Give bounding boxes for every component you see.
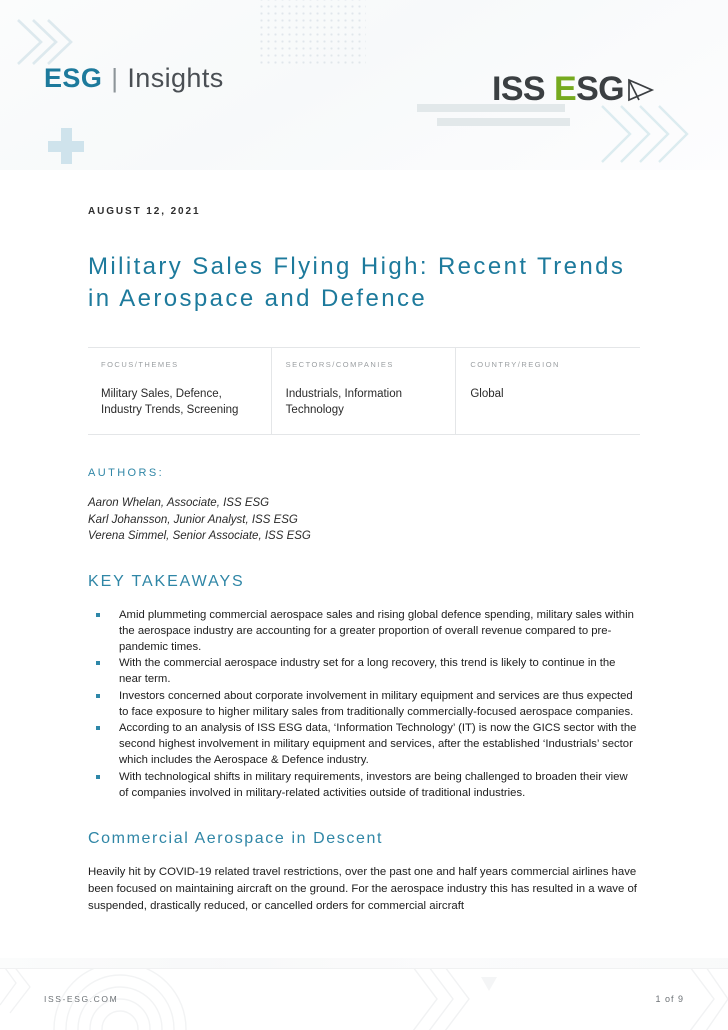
brandmark-esg-text: ESG: [44, 63, 103, 93]
document-header: [0, 0, 728, 170]
metadata-label: FOCUS/THEMES: [101, 360, 179, 369]
metadata-cell-sectors-companies: [271, 348, 456, 434]
page-title: Military Sales Flying High: Recent Trends in Aerospace and Defence: [88, 253, 626, 312]
metadata-cell-focus-themes: [88, 348, 271, 434]
metadata-cell-country-region: [455, 348, 640, 434]
metadata-label: SECTORS/COMPANIES: [285, 360, 394, 369]
document-content: [88, 206, 640, 914]
publication-date: AUGUST 12, 2021: [88, 206, 201, 217]
metadata-value: Industrials, Information Technology: [285, 388, 403, 416]
section-heading: Commercial Aerospace in Descent: [88, 829, 384, 847]
author-entry: Verena Simmel, Senior Associate, ISS ESG: [88, 530, 311, 542]
dot-grid-decoration: [258, 0, 366, 64]
body-paragraph: Heavily hit by COVID-19 related travel restrictions, over the past one and half years commercial airlines have been focused on maintaining aircraft on the ground. For the aerospace industry this has resulted in a wave of suspended, drastically reduced, or cancelled orders for commercial aircraft: [88, 865, 637, 912]
logo-sg-text: SG: [576, 70, 625, 108]
key-takeaways-list: [88, 607, 640, 801]
list-item: With technological shifts in military requirements, investors are being challenged to broaden their view of companies involved in military-related activities outside of traditional industries.: [88, 769, 640, 801]
document-footer: [0, 968, 728, 1030]
author-entry: Aaron Whelan, Associate, ISS ESG: [88, 497, 270, 509]
page-indicator: 1 of 9: [655, 994, 684, 1004]
logo-e-text: E: [554, 70, 577, 108]
authors-section: [88, 467, 640, 545]
list-item: Investors concerned about corporate involvement in military equipment and services are thus expected to face exposure to higher military sales from traditionally commercially-focused aerospace companies.: [88, 688, 640, 720]
logo-iss-text: ISS: [492, 70, 546, 108]
metadata-table: [88, 347, 640, 435]
logo-accent-bar-2: [437, 118, 570, 126]
iss-esg-logo: [492, 70, 655, 109]
author-entry: Karl Johansson, Junior Analyst, ISS ESG: [88, 513, 298, 526]
brandmark-divider: |: [111, 63, 119, 93]
metadata-label: COUNTRY/REGION: [470, 360, 560, 369]
esg-insights-brandmark: [44, 63, 224, 94]
key-takeaways-heading: KEY TAKEAWAYS: [88, 572, 245, 590]
list-item: According to an analysis of ISS ESG data, ‘Information Technology’ (IT) is now the GICS sector with the second highest involvement in military equipment and services, after the established ‘Industrials’ sector which includes the Aerospace & Defence industry.: [88, 720, 640, 769]
plus-decoration-icon: [48, 128, 84, 164]
metadata-value: Military Sales, Defence, Industry Trends, Screening: [101, 388, 239, 416]
footer-website-link[interactable]: ISS-ESG.COM: [44, 994, 119, 1004]
brandmark-insights-text: Insights: [127, 63, 224, 93]
list-item: With the commercial aerospace industry set for a long recovery, this trend is likely to continue in the near term.: [88, 655, 640, 687]
logo-triangle-arrow-icon: [625, 75, 655, 105]
authors-label: AUTHORS:: [88, 467, 165, 479]
list-item: Amid plummeting commercial aerospace sales and rising global defence spending, military sales within the aerospace industry are accounting for a greater proportion of overall revenue compared to pre-pandemic times.: [88, 607, 640, 656]
chevron-arrows-icon-secondary: [598, 100, 690, 168]
metadata-value: Global: [470, 388, 504, 400]
chevron-arrows-icon: [14, 16, 76, 68]
